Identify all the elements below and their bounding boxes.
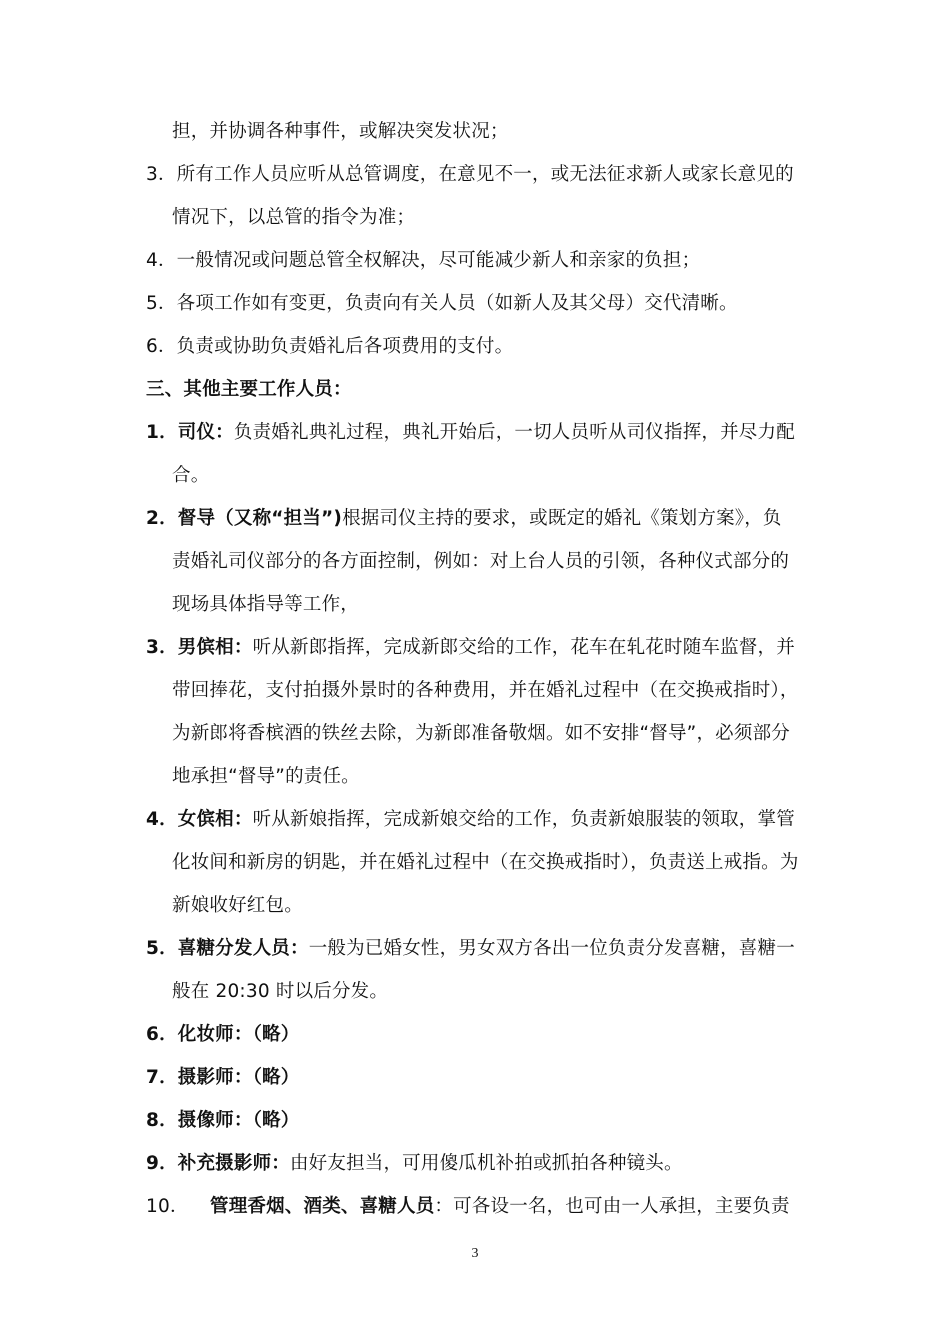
list-item [146, 162, 794, 188]
list-item [146, 936, 795, 962]
item-number: 5． [146, 938, 178, 959]
item-text-cont: 般在 20:30 时以后分发。 [172, 981, 389, 1002]
item-title: 摄影师：（略） [177, 1067, 300, 1088]
list-item [146, 291, 738, 317]
item-number: 3． [146, 164, 177, 185]
list-item [146, 1108, 299, 1134]
item-text-cont: 带回捧花，支付拍摄外景时的各种费用，并在婚礼过程中（在交换戒指时）， [172, 680, 799, 701]
item-number: 9． [146, 1153, 178, 1174]
list-item [146, 1065, 299, 1091]
item-text: 一般情况或问题总管全权解决，尽可能减少新人和亲家的负担； [176, 250, 701, 271]
item-number: 8． [146, 1110, 178, 1131]
section-heading: 三、其他主要工作人员： [146, 379, 352, 400]
item-number: 6． [146, 336, 177, 357]
item-text-cont: 合。 [172, 465, 210, 486]
list-item [146, 506, 782, 532]
list-item [146, 420, 795, 446]
item-title: 司仪： [177, 422, 234, 443]
item-title: 喜糖分发人员： [177, 938, 309, 959]
item-title: 化妆师：（略） [177, 1024, 300, 1045]
item-title: 管理香烟、酒类、喜糖人员 [210, 1196, 435, 1217]
item-text: 听从新郎指挥，完成新郎交给的工作，花车在轧花时随车监督，并 [252, 637, 795, 658]
item-text: 负责或协助负责婚礼后各项费用的支付。 [176, 336, 514, 357]
item-text: 所有工作人员应听从总管调度，在意见不一，或无法征求新人或家长意见的 [176, 164, 794, 185]
item-number: 6． [146, 1024, 178, 1045]
paragraph-continuation: 担，并协调各种事件，或解决突发状况； [172, 121, 509, 142]
item-text: 听从新娘指挥，完成新娘交给的工作，负责新娘服装的领取，掌管 [252, 809, 795, 830]
item-title: 男傧相： [177, 637, 253, 658]
item-number: 5． [146, 293, 177, 314]
item-text-cont: 现场具体指导等工作， [172, 594, 360, 615]
list-item [146, 807, 795, 833]
item-number: 10． [146, 1196, 189, 1217]
item-text: 由好友担当，可用傻瓜机补拍或抓拍各种镜头。 [289, 1153, 683, 1174]
item-text: 负责婚礼典礼过程，典礼开始后，一切人员听从司仪指挥，并尽力配 [233, 422, 795, 443]
item-number: 7． [146, 1067, 178, 1088]
item-text: 根据司仪主持的要求，或既定的婚礼《策划方案》，负 [342, 508, 782, 529]
item-text: 一般为已婚女性，男女双方各出一位负责分发喜糖，喜糖一 [308, 938, 795, 959]
item-number: 3． [146, 637, 178, 658]
item-title: 补充摄影师： [177, 1153, 290, 1174]
item-text-cont: 新娘收好红包。 [172, 895, 303, 916]
list-item [146, 248, 700, 274]
page-number: 3 [471, 1246, 479, 1261]
item-number: 4． [146, 809, 178, 830]
item-title: 女傧相： [177, 809, 253, 830]
list-item [146, 635, 795, 661]
list-item [146, 334, 513, 360]
item-title: 摄像师：（略） [177, 1110, 300, 1131]
item-title: 督导（又称“担当”) [177, 508, 343, 529]
item-number: 2． [146, 508, 178, 529]
list-item [146, 1151, 683, 1177]
list-item [146, 1022, 299, 1048]
item-text-cont: 地承担“督导”的责任。 [172, 766, 360, 787]
item-number: 4． [146, 250, 177, 271]
item-text: ：可各设一名，也可由一人承担，主要负责 [434, 1196, 790, 1217]
list-item [146, 1194, 790, 1220]
item-number: 1． [146, 422, 178, 443]
item-text-cont: 责婚礼司仪部分的各方面控制，例如：对上台人员的引领，各种仪式部分的 [172, 551, 790, 572]
item-text-cont: 化妆间和新房的钥匙，并在婚礼过程中（在交换戒指时），负责送上戒指。为 [172, 852, 799, 873]
item-text: 各项工作如有变更，负责向有关人员（如新人及其父母）交代清晰。 [176, 293, 738, 314]
item-text-cont: 情况下，以总管的指令为准； [172, 207, 416, 228]
item-text-cont: 为新郎将香槟酒的铁丝去除，为新郎准备敬烟。如不安排“督导”，必须部分 [172, 723, 790, 744]
